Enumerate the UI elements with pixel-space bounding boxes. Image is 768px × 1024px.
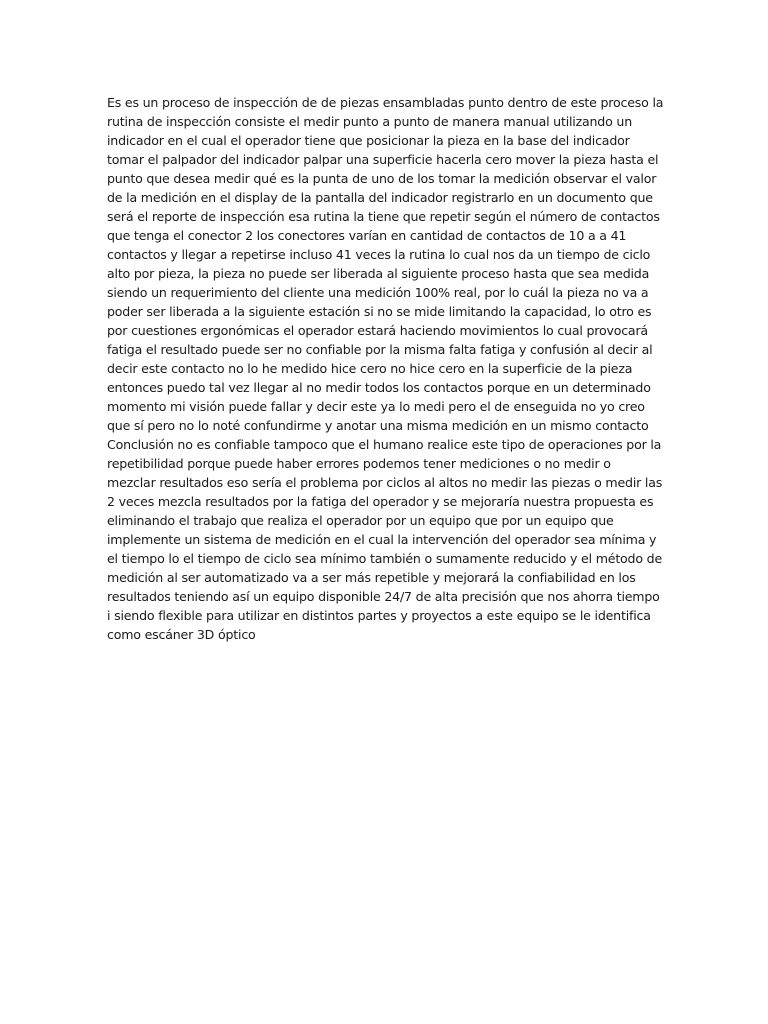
text-line: entonces puedo tal vez llegar al no medir todos los contactos porque en un determinado — [107, 380, 651, 395]
text-line: tomar el palpador del indicador palpar una superficie hacerla cero mover la pieza hasta el — [107, 152, 659, 167]
text-line: resultados teniendo así un equipo disponible 24/7 de alta precisión que nos ahorra tiempo — [107, 589, 660, 604]
text-line: repetibilidad porque puede haber errores podemos tener mediciones o no medir o — [107, 456, 611, 471]
text-line: por cuestiones ergonómicas el operador estará haciendo movimientos lo cual provocará — [107, 323, 648, 338]
text-line: implemente un sistema de medición en el cual la intervención del operador sea mínima y — [107, 532, 657, 547]
text-line: contactos y llegar a repetirse incluso 41 veces la rutina lo cual nos da un tiempo de ciclo — [107, 247, 651, 262]
text-line: 2 veces mezcla resultados por la fatiga del operador y se mejoraría nuestra propuesta es — [107, 494, 654, 509]
text-line: Es es un proceso de inspección de de piezas ensambladas punto dentro de este proceso la — [107, 95, 664, 110]
text-line: siendo un requerimiento del cliente una medición 100% real, por lo cuál la pieza no va a — [107, 285, 649, 300]
document-body-text — [107, 93, 667, 644]
text-line: decir este contacto no lo he medido hice cero no hice cero en la superficie de la pieza — [107, 361, 633, 376]
text-line: que sí pero no lo noté confundirme y anotar una misma medición en un mismo contacto — [107, 418, 649, 433]
text-line: rutina de inspección consiste el medir punto a punto de manera manual utilizando un — [107, 114, 632, 129]
text-line: poder ser liberada a la siguiente estación si no se mide limitando la capacidad, lo otro es — [107, 304, 652, 319]
text-line: como escáner 3D óptico — [107, 627, 256, 642]
text-line: de la medición en el display de la pantalla del indicador registrarlo en un documento que — [107, 190, 653, 205]
text-line: punto que desea medir qué es la punta de uno de los tomar la medición observar el valor — [107, 171, 657, 186]
text-line: indicador en el cual el operador tiene que posicionar la pieza en la base del indicador — [107, 133, 630, 148]
text-line: el tiempo lo el tiempo de ciclo sea mínimo también o sumamente reducido y el método de — [107, 551, 663, 566]
text-line: fatiga el resultado puede ser no confiable por la misma falta fatiga y confusión al decir al — [107, 342, 653, 357]
text-line: será el reporte de inspección esa rutina la tiene que repetir según el número de contactos — [107, 209, 660, 224]
text-line: mezclar resultados eso sería el problema por ciclos al altos no medir las piezas o medir las — [107, 475, 663, 490]
text-line: que tenga el conector 2 los conectores varían en cantidad de contactos de 10 a a 41 — [107, 228, 627, 243]
text-line: alto por pieza, la pieza no puede ser liberada al siguiente proceso hasta que sea medida — [107, 266, 650, 281]
text-line: momento mi visión puede fallar y decir este ya lo medi pero el de enseguida no yo creo — [107, 399, 645, 414]
text-line: medición al ser automatizado va a ser más repetible y mejorará la confiabilidad en los — [107, 570, 636, 585]
text-line: Conclusión no es confiable tampoco que el humano realice este tipo de operaciones por la — [107, 437, 662, 452]
text-line: eliminando el trabajo que realiza el operador por un equipo que por un equipo que — [107, 513, 614, 528]
text-line: i siendo flexible para utilizar en distintos partes y proyectos a este equipo se le identifica — [107, 608, 651, 623]
